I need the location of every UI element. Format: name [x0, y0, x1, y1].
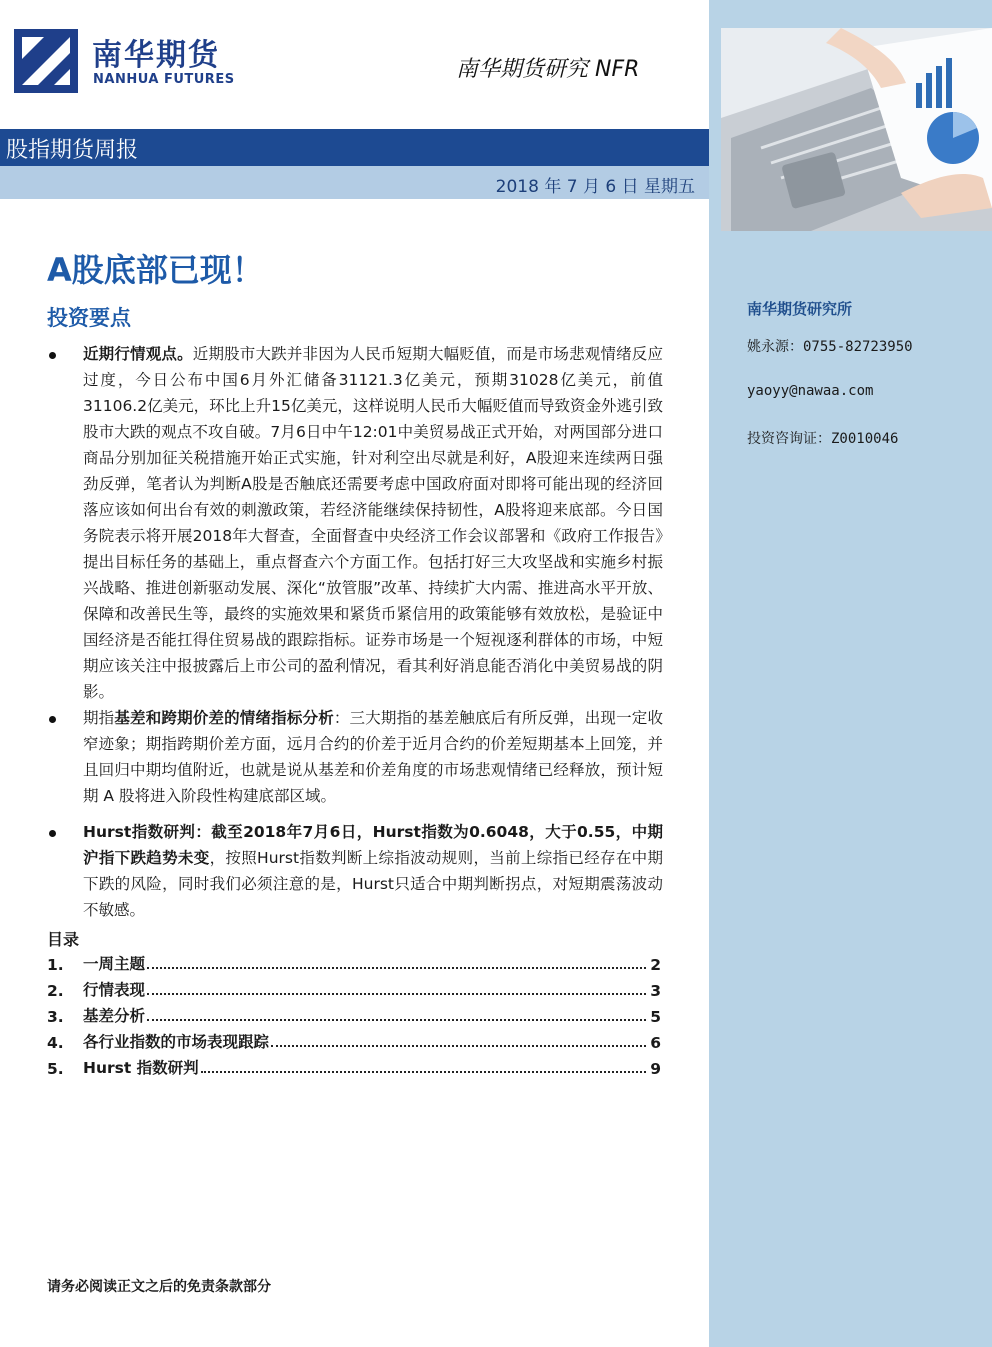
bullet-lead: 基差和跨期价差的情绪指标分析: [114, 709, 334, 727]
section-title: 投资要点: [47, 306, 131, 330]
toc-label: 一周主题: [83, 955, 146, 973]
bullet-paragraph-3: [83, 819, 663, 923]
toc-label: 行情表现: [83, 981, 146, 999]
toc-leader: [271, 1045, 646, 1047]
toc-item[interactable]: [47, 1004, 661, 1026]
logo-text-cn: 南华期货: [92, 38, 220, 73]
toc-number: 2.: [47, 982, 64, 1000]
toc-page: 6: [650, 1034, 661, 1052]
toc-leader: [147, 1019, 646, 1021]
nanhua-logo-icon: [14, 29, 78, 93]
toc-page: 5: [650, 1008, 661, 1026]
toc-item[interactable]: [47, 952, 661, 974]
bullet-text: ：三大期指的基差触底后有所反弹，出现一定收窄迹象；期指跨期价差方面，远月合约的价差于近月合约的价差短期基本上回笼，并且回归中期均值附近，也就是说从基差和价差角度的市场悲观情绪已经释放，预计短期 A 股将进入阶段性构建底部区域。: [83, 709, 663, 805]
toc-number: 3.: [47, 1008, 64, 1026]
toc-label: Hurst 指数研判: [83, 1059, 199, 1077]
toc-number: 1.: [47, 956, 64, 974]
toc-number: 5.: [47, 1060, 64, 1078]
toc-page: 9: [650, 1060, 661, 1078]
bullet-text: ，按照Hurst指数判断上综指波动规则，当前上综指已经存在中期下跌的风险，同时我们必须注意的是，Hurst只适合中期判断拐点，对短期震荡波动不敏感。: [83, 849, 663, 919]
license-number: 投资咨询证：Z0010046: [747, 431, 899, 447]
toc-page: 3: [650, 982, 661, 1000]
bullet-dot: [49, 352, 56, 359]
bullet-prefix: 期指: [83, 709, 115, 727]
bullet-paragraph-2: [83, 705, 663, 809]
logo-text-en: NANHUA FUTURES: [93, 72, 235, 87]
report-type: 股指期货周报: [6, 138, 139, 163]
toc-leader: [201, 1071, 646, 1073]
bullet-dot: [49, 830, 56, 837]
toc-leader: [147, 967, 646, 969]
institute-name: 南华期货研究所: [747, 300, 853, 318]
analyst-contact: 姚永源：0755-82723950: [747, 339, 913, 355]
toc-number: 4.: [47, 1034, 64, 1052]
toc-item[interactable]: [47, 1056, 661, 1078]
bullet-text: 近期股市大跌并非因为人民币短期大幅贬值，而是市场悲观情绪反应过度，今日公布中国6月外汇储备31121.3亿美元，预期31028亿美元，前值31106.2亿美元，环比上升15亿美元，这样说明人民币大幅贬值而导致资金外逃引致股市大跌的观点不攻自破。7月6日中午12:01中美贸易战正式开始，对两国部分进口商品分别加征关税措施开始正式实施，针对利空出尽就是利好，A股迎来连续两日强劲反弹，笔者认为判断A股是否触底还需要考虑中国政府面对即将可能出现的经济回落应该如何出台有效的刺激政策，若经济能继续保持韧性，A股将迎来底部。今日国务院表示将开展2018年大督查，全面督查中央经济工作会议部署和《政府工作报告》提出目标任务的基础上，重点督查六个方面工作。包括打好三大攻坚战和实施乡村振兴战略、推进创新驱动发展、深化“放管服”改革、持续扩大内需、推进高水平开放、保障和改善民生等，最终的实施效果和紧货币紧信用的政策能够有效放松，是验证中国经济是否能扛得住贸易战的跟踪指标。证券市场是一个短视逐利群体的市场，中短期应该关注中报披露后上市公司的盈利情况，看其利好消息能否消化中美贸易战的阴影。: [83, 345, 663, 701]
bullet-lead: Hurst指数研判：截至2018年7月6日，Hurst指数为0.6048，大于0.55，中期沪指下跌趋势未变: [83, 823, 663, 867]
cover-photo: [721, 28, 992, 231]
report-date: 2018 年 7 月 6 日 星期五: [495, 177, 695, 197]
bullet-dot: [49, 716, 56, 723]
toc-page: 2: [650, 956, 661, 974]
bullet-lead: 近期行情观点。: [83, 345, 193, 363]
laptop-chart-illustration: [721, 28, 992, 231]
report-title: A股底部已现！: [47, 251, 264, 289]
toc-leader: [147, 993, 646, 995]
analyst-email[interactable]: yaoyy@nawaa.com: [747, 383, 874, 399]
toc-item[interactable]: [47, 1030, 661, 1052]
toc-label: 基差分析: [83, 1007, 146, 1025]
disclaimer-note: 请务必阅读正文之后的免责条款部分: [47, 1279, 271, 1295]
toc-item[interactable]: [47, 978, 661, 1000]
bullet-paragraph-1: [83, 341, 663, 705]
report-type-band: [0, 129, 709, 166]
toc-label: 各行业指数的市场表现跟踪: [83, 1033, 270, 1051]
research-series: 南华期货研究 NFR: [456, 57, 640, 82]
toc-heading: 目录: [47, 930, 80, 949]
date-band: [0, 166, 709, 199]
